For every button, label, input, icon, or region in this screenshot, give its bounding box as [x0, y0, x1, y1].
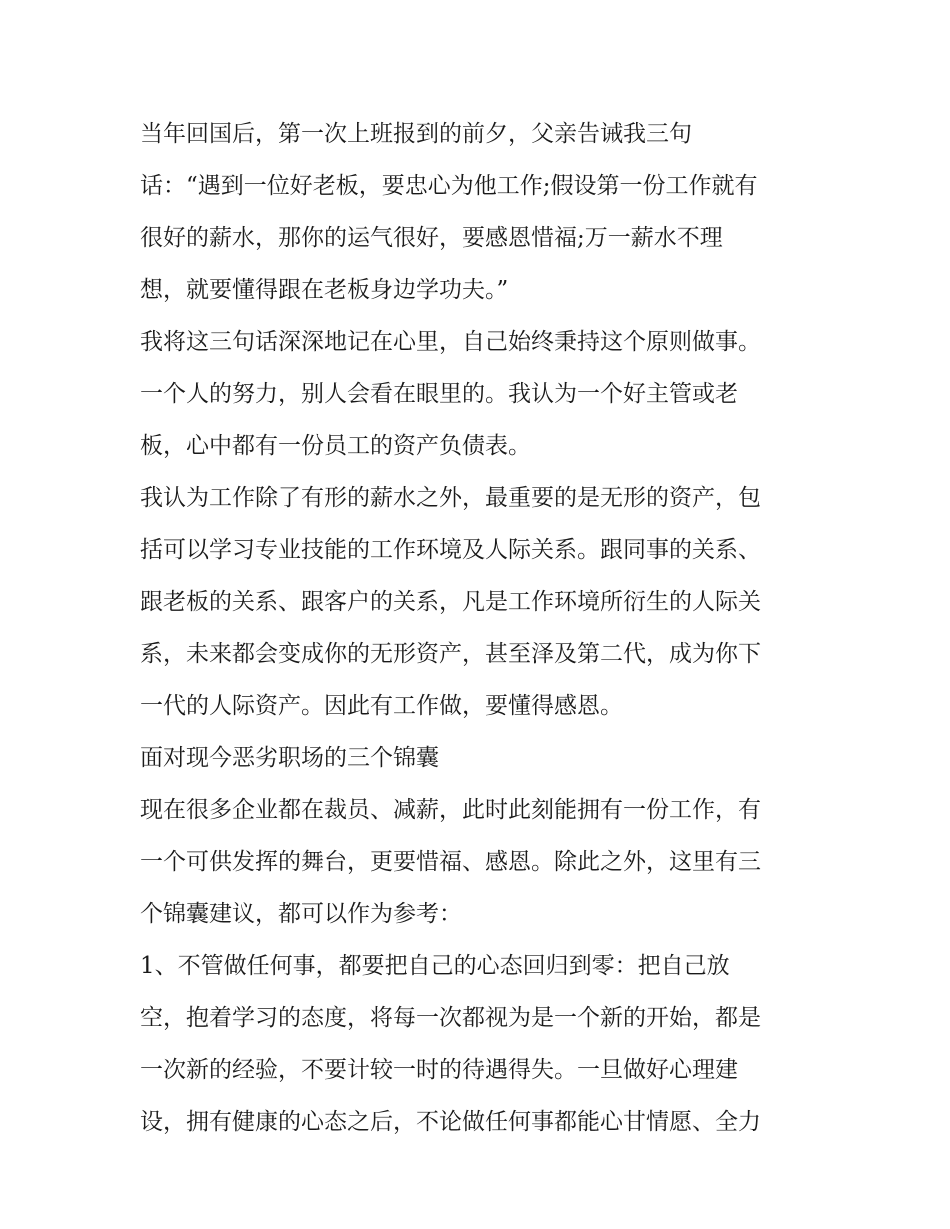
text-line: 想，就要懂得跟在老板身边学功夫。” [140, 277, 509, 303]
text-line: 一个可供发挥的舞台，更要惜福、感恩。除此之外，这里有三 [140, 849, 761, 875]
text-line: 板，心中都有一份员工的资产负债表。 [140, 433, 531, 459]
text-line: 括可以学习专业技能的工作环境及人际关系。跟同事的关系、 [140, 537, 761, 563]
text-line: 个锦囊建议，都可以作为参考： [140, 901, 462, 927]
text-line: 系，未来都会变成你的无形资产，甚至泽及第二代，成为你下 [140, 641, 761, 667]
text-line: 设，拥有健康的心态之后，不论做任何事都能心甘情愿、全力 [140, 1109, 761, 1135]
document-body [140, 108, 840, 1148]
text-line: 现在很多企业都在裁员、减薪，此时此刻能拥有一份工作，有 [140, 797, 761, 823]
section-heading: 面对现今恶劣职场的三个锦囊 [140, 745, 439, 771]
text-line: 我认为工作除了有形的薪水之外，最重要的是无形的资产，包 [140, 485, 761, 511]
text-line: 一个人的努力，别人会看在眼里的。我认为一个好主管或老 [140, 381, 738, 407]
text-line: 我将这三句话深深地记在心里，自己始终秉持这个原则做事。 [140, 329, 761, 355]
text-line: 话：“遇到一位好老板，要忠心为他工作;假设第一份工作就有 [140, 173, 758, 199]
text-line: 一代的人际资产。因此有工作做，要懂得感恩。 [140, 693, 623, 719]
text-line: 一次新的经验，不要计较一时的待遇得失。一旦做好心理建 [140, 1057, 738, 1083]
text-line: 当年回国后，第一次上班报到的前夕，父亲告诫我三句 [140, 121, 692, 147]
text-line: 空，抱着学习的态度，将每一次都视为是一个新的开始，都是 [140, 1005, 761, 1031]
list-item-line: 1、不管做任何事，都要把自己的心态回归到零：把自己放 [140, 953, 730, 979]
text-line: 跟老板的关系、跟客户的关系，凡是工作环境所衍生的人际关 [140, 589, 761, 615]
text-line: 很好的薪水，那你的运气很好，要感恩惜福;万一薪水不理 [140, 225, 723, 251]
